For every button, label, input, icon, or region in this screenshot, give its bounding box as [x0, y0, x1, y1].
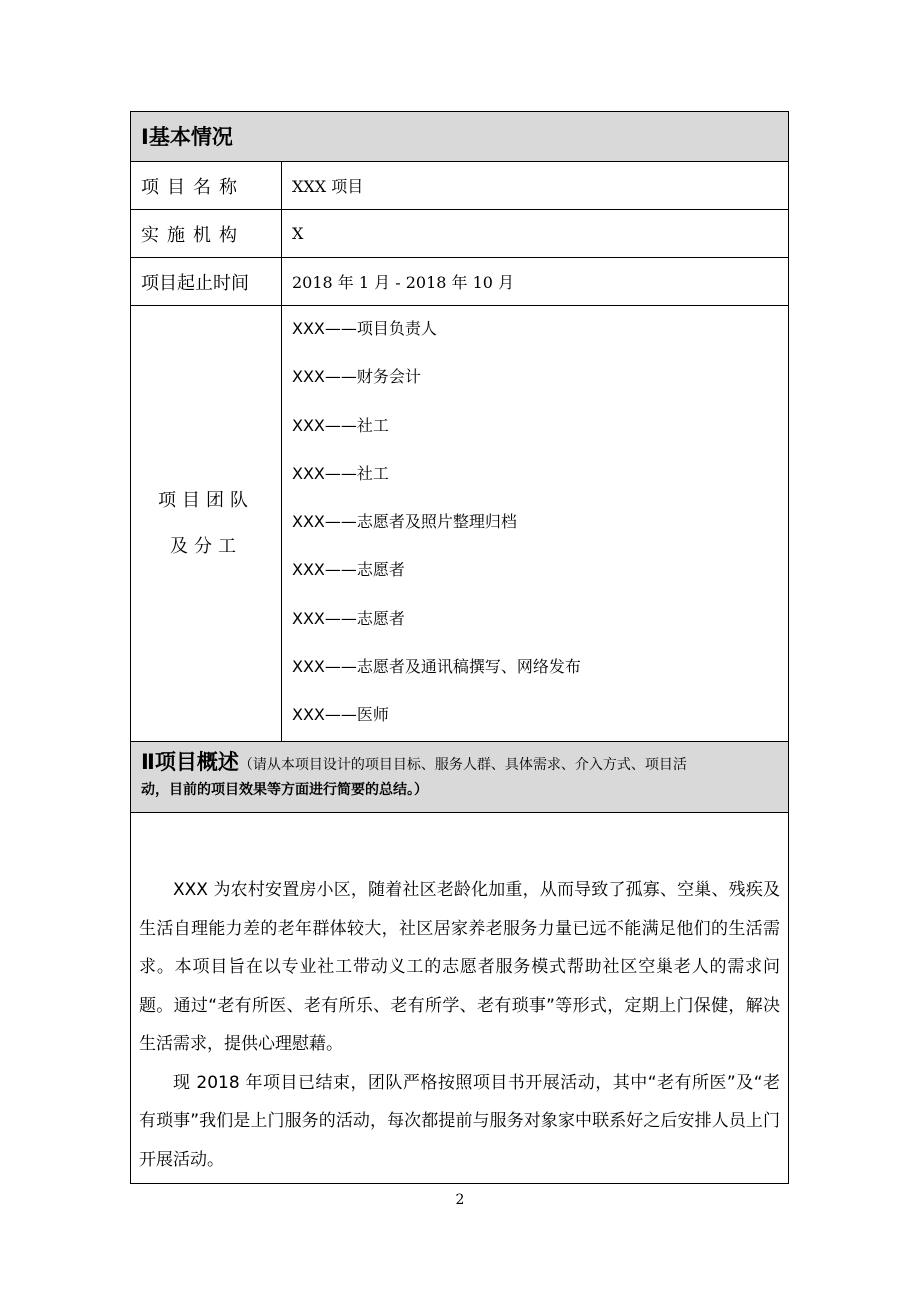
team-member: XXX——志愿者: [292, 560, 405, 580]
team-member: XXX——社工: [292, 463, 389, 483]
team-member-list: [282, 306, 788, 741]
period-row: [131, 258, 788, 306]
page-number: 2: [455, 1192, 465, 1208]
team-member: XXX——志愿者及照片整理归档: [292, 512, 517, 532]
section-basic-info-header: [131, 112, 788, 162]
team-label-line2: 及分工: [170, 535, 242, 557]
overview-paragraph-2: 现 2018 年项目已结束，团队严格按照项目书开展活动，其中“老有所医”及“老有琐事”我们是上门服务的活动，每次都提前与服务对象家中联系好之后安排人员上门开展活动。: [139, 1072, 780, 1170]
project-name-label: 项目名称: [131, 162, 282, 209]
project-form-table: [130, 111, 789, 1184]
section-basic-info-title: Ⅰ基本情况: [141, 125, 233, 149]
team-label-line1: 项目团队: [158, 489, 254, 511]
team-member: XXX——财务会计: [292, 367, 421, 387]
period-value: 2018 年 1 月 - 2018 年 10 月: [292, 273, 515, 292]
period-label: 项目起止时间: [131, 258, 282, 305]
team-label-cell: [131, 306, 282, 741]
team-member: XXX——项目负责人: [292, 319, 437, 338]
institution-label: 实施机构: [131, 210, 282, 257]
overview-paragraph-1: XXX 为农村安置房小区，随着社区老龄化加重，从而导致了孤寡、空巢、残疾及生活自理能力差的老年群体较大，社区居家养老服务力量已远不能满足他们的生活需求。本项目旨在以专业社工带动义工的志愿者服务模式帮助社区空巢老人的需求问题。通过“老有所医、老有所乐、老有所学、老有琐事”等形式，定期上门保健，解决生活需求，提供心理慰藉。: [139, 880, 780, 1054]
section-overview-header: [131, 742, 788, 813]
project-name-row: [131, 162, 788, 210]
institution-value: X: [292, 224, 304, 243]
team-member: XXX——志愿者: [292, 608, 405, 628]
team-row: [131, 306, 788, 742]
team-member: XXX——志愿者及通讯稿撰写、网络发布: [292, 657, 581, 677]
section-overview-note-continued: 动，目前的项目效果等方面进行简要的总结。）: [141, 782, 428, 798]
section-overview-note: （请从本项目设计的项目目标、服务人群、具体需求、介入方式、项目活: [238, 757, 687, 773]
team-member: XXX——医师: [292, 705, 389, 725]
overview-body: [131, 813, 788, 1183]
team-member: XXX——社工: [292, 415, 389, 435]
section-overview-title: Ⅱ项目概述: [141, 750, 239, 774]
project-name-value: XXX 项目: [292, 177, 364, 196]
institution-row: [131, 210, 788, 258]
